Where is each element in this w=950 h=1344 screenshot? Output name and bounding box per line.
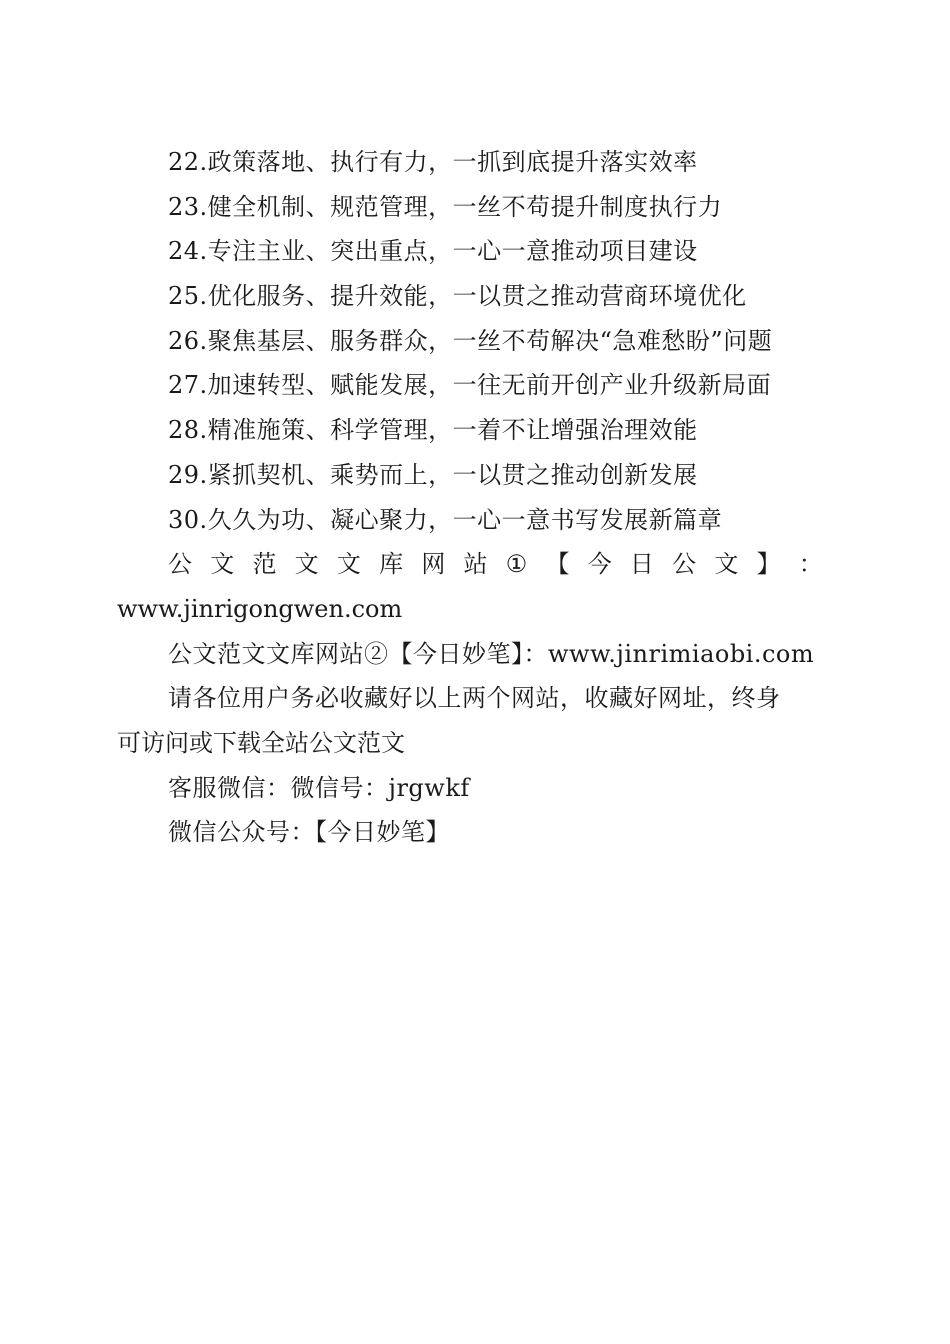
site1-char: 文 — [336, 550, 361, 579]
site1-line — [117, 542, 823, 587]
site1-char: 库 — [379, 550, 404, 579]
site1-char: 日 — [629, 550, 654, 579]
list-item: 24.专注主业、突出重点，一心一意推动项目建设 — [168, 237, 698, 266]
list-item: 25.优化服务、提升效能，一以贯之推动营商环境优化 — [168, 282, 747, 311]
site1-char: 文 — [210, 550, 235, 579]
site1-char: 范 — [252, 550, 277, 579]
site1-char: 文 — [714, 550, 739, 579]
customer-service-line: 客服微信：微信号：jrgwkf — [168, 773, 470, 802]
site1-char: ： — [798, 550, 823, 579]
list-item: 29.紧抓契机、乘势而上，一以贯之推动创新发展 — [168, 460, 698, 489]
wechat-account-line: 微信公众号：【今日妙笔】 — [168, 818, 450, 847]
site1-char: 站 — [463, 550, 488, 579]
list-item: 23.健全机制、规范管理，一丝不苟提升制度执行力 — [168, 192, 723, 221]
site1-char: 文 — [294, 550, 319, 579]
site1-char: ① — [505, 550, 528, 579]
site1-char: 网 — [421, 550, 446, 579]
site1-char: 】 — [756, 550, 781, 579]
site2-line: 公文范文文库网站②【今日妙笔】：www.jinrimiaobi.com — [168, 639, 815, 668]
notice-line: 请各位用户务必收藏好以上两个网站，收藏好网址，终身 — [168, 684, 781, 713]
site1-char: 今 — [587, 550, 612, 579]
list-item: 30.久久为功、凝心聚力，一心一意书写发展新篇章 — [168, 505, 723, 534]
site1-char: 公 — [672, 550, 697, 579]
list-item: 28.精准施策、科学管理，一着不让增强治理效能 — [168, 416, 698, 445]
site1-char: 【 — [545, 550, 570, 579]
list-item: 26.聚焦基层、服务群众，一丝不苟解决“急难愁盼”问题 — [168, 326, 773, 355]
notice-line-continued: 可访问或下载全站公文范文 — [117, 728, 405, 757]
document-body — [117, 140, 823, 855]
site1-char: 公 — [168, 550, 192, 579]
site1-url[interactable]: www.jinrigongwen.com — [117, 594, 403, 623]
list-item: 22.政策落地、执行有力，一抓到底提升落实效率 — [168, 148, 698, 176]
list-item: 27.加速转型、赋能发展，一往无前开创产业升级新局面 — [168, 371, 772, 400]
